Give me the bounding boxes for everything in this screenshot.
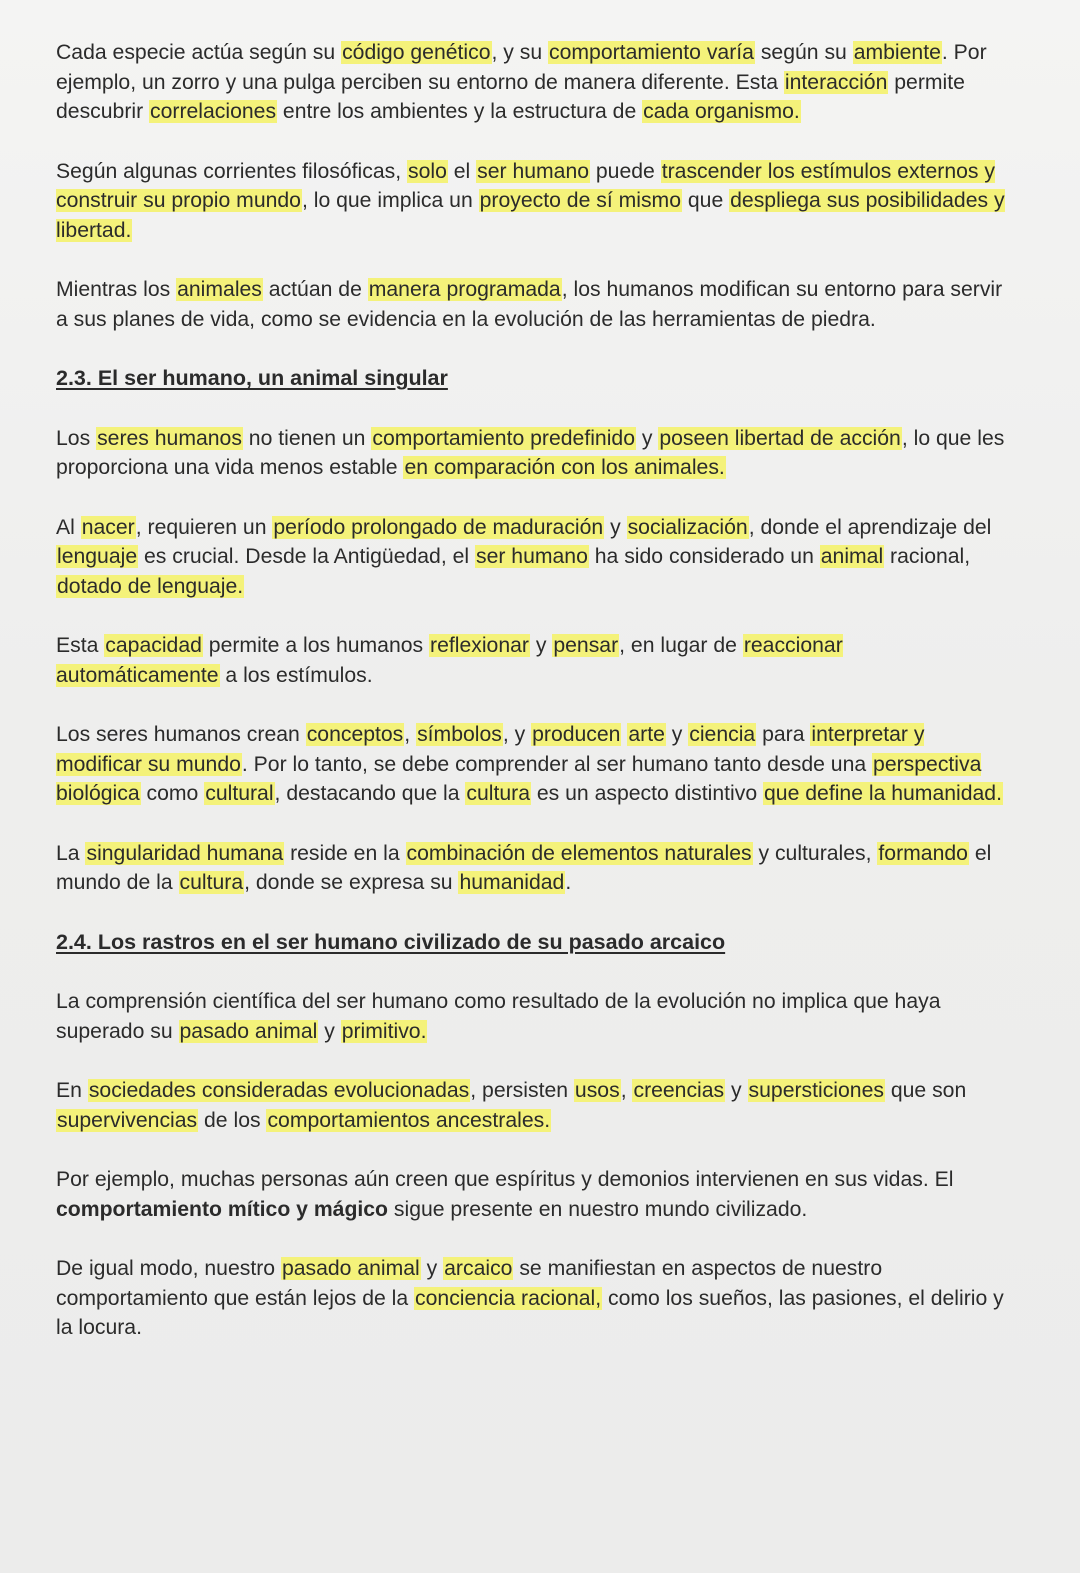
text-run: ,	[620, 1079, 633, 1102]
text-run: La	[56, 841, 86, 865]
highlighted-text: usos	[574, 1079, 620, 1102]
highlighted-text: reaccionar automáticamente	[56, 634, 843, 687]
text-run: . Esta	[723, 70, 784, 94]
text-run: . Por ejemplo, un zorro y una pulga	[56, 41, 987, 94]
spacer	[56, 601, 1008, 631]
text-run: , los humanos modifican su entorno para servir a sus planes de vida, como se evidencia en la evolución de las herramientas de piedra.	[56, 278, 1003, 331]
highlighted-text: pasado animal	[179, 1019, 318, 1043]
paragraph-codigo-genetico	[56, 38, 1008, 127]
text-run: Por ejemplo, muchas personas aún creen que espíritus y demonios intervienen en sus vidas. El	[56, 1168, 954, 1191]
highlighted-text: arcaico	[444, 1257, 513, 1280]
highlighted-text: poseen libertad de acción	[659, 426, 901, 450]
text-run: , donde el aprendizaje del	[748, 515, 992, 539]
spacer	[56, 1224, 1008, 1254]
highlighted-text: animal	[820, 545, 884, 568]
text-run: para	[756, 723, 811, 746]
spacer	[56, 1046, 1008, 1076]
highlighted-text: ser humano	[475, 545, 588, 568]
text-run: Al	[56, 515, 81, 539]
highlighted-text: supersticiones	[748, 1079, 884, 1102]
text-run: que	[682, 189, 730, 212]
text-run: y	[725, 1079, 748, 1102]
text-run: , lo que implica un	[301, 189, 479, 212]
spacer	[56, 690, 1008, 720]
spacer	[56, 898, 1008, 928]
text-run: y	[665, 723, 689, 746]
text-run: Según algunas corrientes filosóficas,	[56, 159, 407, 183]
spacer	[56, 483, 1008, 513]
highlighted-text: cultura	[179, 871, 244, 894]
text-run: el mundo de la	[56, 841, 992, 894]
highlighted-text: primitivo.	[341, 1019, 427, 1043]
text-run: que son	[884, 1079, 967, 1102]
highlighted-text: interpretar y modificar su mundo	[56, 723, 925, 776]
text-run: se manifiestan en aspectos de nuestro comportamiento que están lejos de la	[56, 1257, 883, 1310]
paragraph-al-nacer	[56, 513, 1008, 602]
highlighted-text: seres humanos	[97, 426, 242, 450]
highlighted-text: socialización	[627, 515, 748, 539]
text-run: ,	[404, 723, 417, 746]
text-run: racional,	[884, 545, 971, 568]
text-run: permite descubrir	[56, 70, 965, 123]
text-run: y	[318, 1019, 341, 1043]
highlighted-text: arte	[628, 723, 665, 746]
highlighted-text: proyecto de sí mismo	[479, 189, 681, 212]
highlighted-text: pensar	[553, 634, 619, 657]
text-run: entre los ambientes y la estructura de	[277, 100, 643, 123]
highlighted-text: trascender los estímulos externos y construir su propio mundo	[56, 159, 995, 212]
text-run: Esta	[56, 634, 105, 657]
highlighted-text: humanidad	[459, 871, 565, 894]
highlighted-text: supervivencias	[57, 1108, 198, 1132]
highlighted-text: cultural	[205, 782, 274, 805]
spacer	[56, 394, 1008, 424]
paragraph-pasado-arcaico	[56, 1254, 1008, 1343]
highlighted-text: comportamiento predefinido	[372, 426, 635, 450]
paragraph-comportamiento-predefinido	[56, 424, 1008, 483]
text-run: De igual modo, nuestro	[56, 1257, 281, 1280]
text-run: como los sueños, las pasiones, el delirio y la locura.	[56, 1286, 1004, 1339]
text-run: En	[56, 1079, 88, 1102]
highlighted-text: período prolongado de maduración	[273, 515, 604, 539]
highlighted-text: ser humano	[477, 159, 590, 183]
text-run: según su	[754, 41, 853, 64]
highlighted-text: producen	[532, 723, 621, 746]
text-run: a los estímulos.	[219, 663, 373, 687]
highlighted-text: manera programada	[368, 278, 561, 301]
text-run: no tienen un	[242, 426, 372, 450]
text-run: como	[140, 782, 205, 805]
spacer	[56, 957, 1008, 987]
paragraph-singularidad	[56, 839, 1008, 898]
highlighted-text: sociedades consideradas evolucionadas	[88, 1079, 470, 1102]
text-run: de los	[198, 1108, 267, 1132]
highlighted-text: comportamiento varía	[549, 41, 754, 64]
highlighted-text: que define la humanidad.	[764, 782, 1002, 805]
highlighted-text: ciencia	[689, 723, 756, 746]
text-run: , persisten	[470, 1079, 574, 1102]
spacer	[56, 245, 1008, 275]
paragraph-corrientes-filosoficas	[56, 157, 1008, 246]
highlighted-text: formando	[878, 841, 968, 865]
highlighted-text: lenguaje	[57, 545, 138, 568]
highlighted-text: capacidad	[105, 634, 202, 657]
highlighted-text: ambiente	[853, 41, 941, 64]
text-run: , requieren un	[135, 515, 273, 539]
text-run: , y su	[491, 41, 549, 64]
text-run: Los seres humanos crean	[56, 723, 306, 746]
text-run: perciben su entorno de manera diferente	[341, 70, 724, 94]
spacer	[56, 334, 1008, 364]
text-run: La comprensión científica del ser humano como resultado de la evolución no implica que haya superado su	[56, 990, 941, 1043]
text-run: permite a los humanos	[202, 634, 430, 657]
highlighted-text: conciencia racional,	[415, 1286, 602, 1310]
highlighted-text: combinación de elementos naturales	[406, 841, 752, 865]
spacer	[56, 1135, 1008, 1165]
text-run: , en lugar de	[619, 634, 743, 657]
text-run: , donde se expresa su	[244, 871, 459, 894]
text-run: , destacando que la	[274, 782, 466, 805]
text-run: Mientras los	[56, 278, 177, 301]
bold-text: comportamiento mítico y mágico	[56, 1197, 388, 1221]
text-run: y	[420, 1257, 444, 1280]
text-run: , lo que les proporciona una vida menos estable	[56, 426, 1005, 479]
highlighted-text: creencias	[633, 1079, 725, 1102]
paragraph-conceptos-simbolos	[56, 720, 1008, 809]
text-run: , y	[502, 723, 532, 746]
text-run: . Por lo tanto, se debe comprender al ser humano tanto desde una	[241, 752, 873, 776]
paragraph-espiritus-demonios	[56, 1165, 1008, 1224]
text-run: actúan de	[262, 278, 368, 301]
text-run: y	[604, 515, 627, 539]
highlighted-text: reflexionar	[430, 634, 529, 657]
text-run: ha sido considerado un	[588, 545, 820, 568]
text-run: puede	[590, 159, 661, 183]
paragraph-sociedades	[56, 1076, 1008, 1135]
text-run: es un aspecto distintivo	[530, 782, 764, 805]
text-run: es crucial. Desde la Antigüedad, el	[138, 545, 475, 568]
text-run: sigue presente en nuestro mundo civilizado.	[388, 1197, 808, 1221]
highlighted-text: perspectiva biológica	[56, 752, 982, 805]
spacer	[56, 809, 1008, 839]
highlighted-text: comportamientos ancestrales.	[267, 1108, 551, 1132]
highlighted-text: animales	[177, 278, 262, 301]
highlighted-text: despliega sus posibilidades y libertad.	[56, 189, 1005, 242]
highlighted-text: dotado de lenguaje.	[57, 574, 244, 598]
highlighted-text: correlaciones	[150, 100, 277, 123]
spacer	[56, 127, 1008, 157]
highlighted-text: cultura	[466, 782, 530, 805]
highlighted-text: singularidad humana	[86, 841, 284, 865]
paragraph-animales-programada	[56, 275, 1008, 334]
text-run: el	[447, 159, 477, 183]
paragraph-comprension-cientifica	[56, 987, 1008, 1046]
text-run: y	[635, 426, 659, 450]
highlighted-text: cada organismo.	[643, 100, 800, 123]
paragraph-capacidad	[56, 631, 1008, 690]
highlighted-text: en comparación con los animales.	[404, 456, 725, 479]
text-run: y culturales,	[752, 841, 878, 865]
highlighted-text: código genético	[342, 41, 491, 64]
highlighted-text: conceptos	[306, 723, 404, 746]
text-run: Los	[56, 426, 97, 450]
text-run: y	[529, 634, 553, 657]
highlighted-text: solo	[407, 159, 447, 183]
text-run: .	[565, 871, 572, 894]
text-run: reside en la	[284, 841, 406, 865]
highlighted-text: pasado animal	[281, 1257, 420, 1280]
text-run: Cada especie actúa según su	[56, 41, 342, 64]
section-heading-2-4: 2.4. Los rastros en el ser humano civilizado de su pasado arcaico	[56, 929, 726, 954]
highlighted-text: símbolos	[417, 723, 502, 746]
section-heading-2-3: 2.3. El ser humano, un animal singular	[56, 366, 448, 390]
highlighted-text: nacer	[81, 515, 135, 539]
highlighted-text: interacción	[784, 70, 888, 94]
